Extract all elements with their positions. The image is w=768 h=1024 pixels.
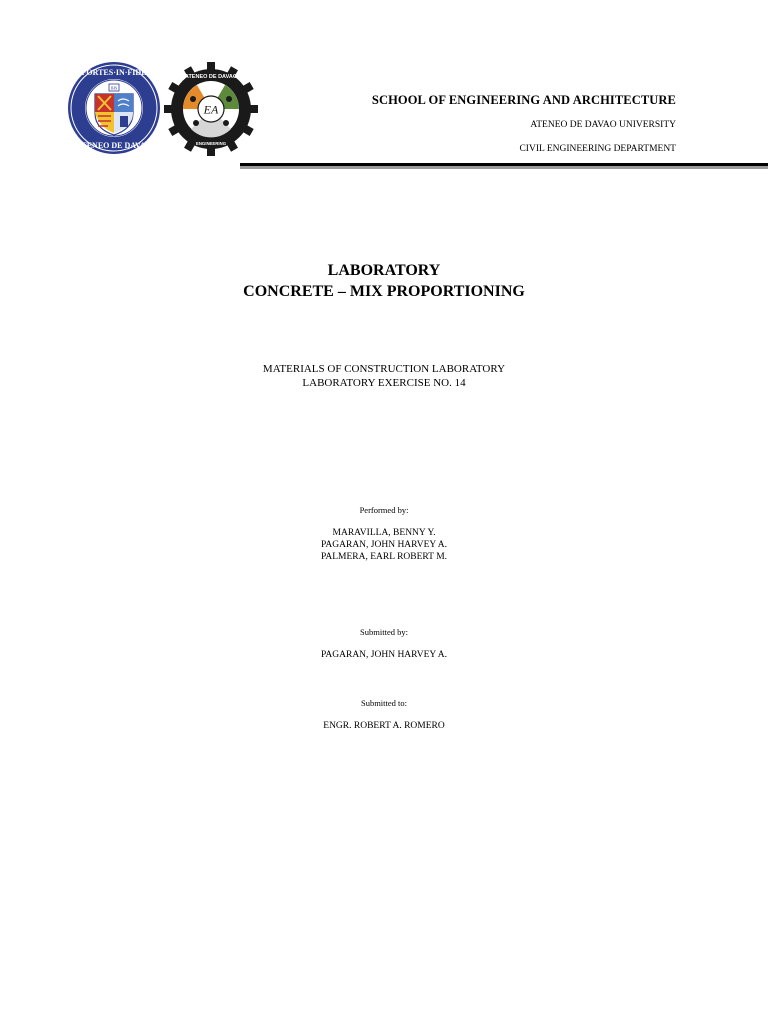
department-name: CIVIL ENGINEERING DEPARTMENT <box>519 144 676 154</box>
exercise-number: LABORATORY EXERCISE NO. 14 <box>302 377 466 389</box>
svg-text:IHS: IHS <box>110 85 118 91</box>
performer-name: PAGARAN, JOHN HARVEY A. <box>320 540 447 550</box>
svg-text:ATENEO DE DAVAO: ATENEO DE DAVAO <box>184 74 238 80</box>
course-name: MATERIALS OF CONSTRUCTION LABORATORY <box>262 363 506 375</box>
svg-text:ATENEO DE DAVAO: ATENEO DE DAVAO <box>76 141 152 150</box>
engineering-gear-logo <box>164 61 258 157</box>
svg-text:·FORTES·IN·FIDE·: ·FORTES·IN·FIDE· <box>78 68 150 77</box>
svg-text:EA: EA <box>203 102 219 117</box>
submitter-name: PAGARAN, JOHN HARVEY A. <box>320 650 447 660</box>
report-title-line2: CONCRETE – MIX PROPORTIONING <box>243 283 525 300</box>
performer-name: PALMERA, EARL ROBERT M. <box>320 552 448 562</box>
header-divider-shadow <box>240 166 768 169</box>
submitted-by-label: Submitted by: <box>360 627 408 637</box>
report-title-line1: LABORATORY <box>327 262 441 279</box>
submitted-to-label: Submitted to: <box>360 698 408 708</box>
performer-name: MARAVILLA, BENNY Y. <box>332 528 436 538</box>
instructor-name: ENGR. ROBERT A. ROMERO <box>323 721 445 731</box>
ateneo-seal-logo <box>67 61 161 155</box>
performed-by-label: Performed by: <box>359 505 409 515</box>
svg-text:ENGINEERING: ENGINEERING <box>195 141 227 146</box>
university-name: ATENEO DE DAVAO UNIVERSITY <box>530 120 676 130</box>
school-name: SCHOOL OF ENGINEERING AND ARCHITECTURE <box>371 93 676 107</box>
